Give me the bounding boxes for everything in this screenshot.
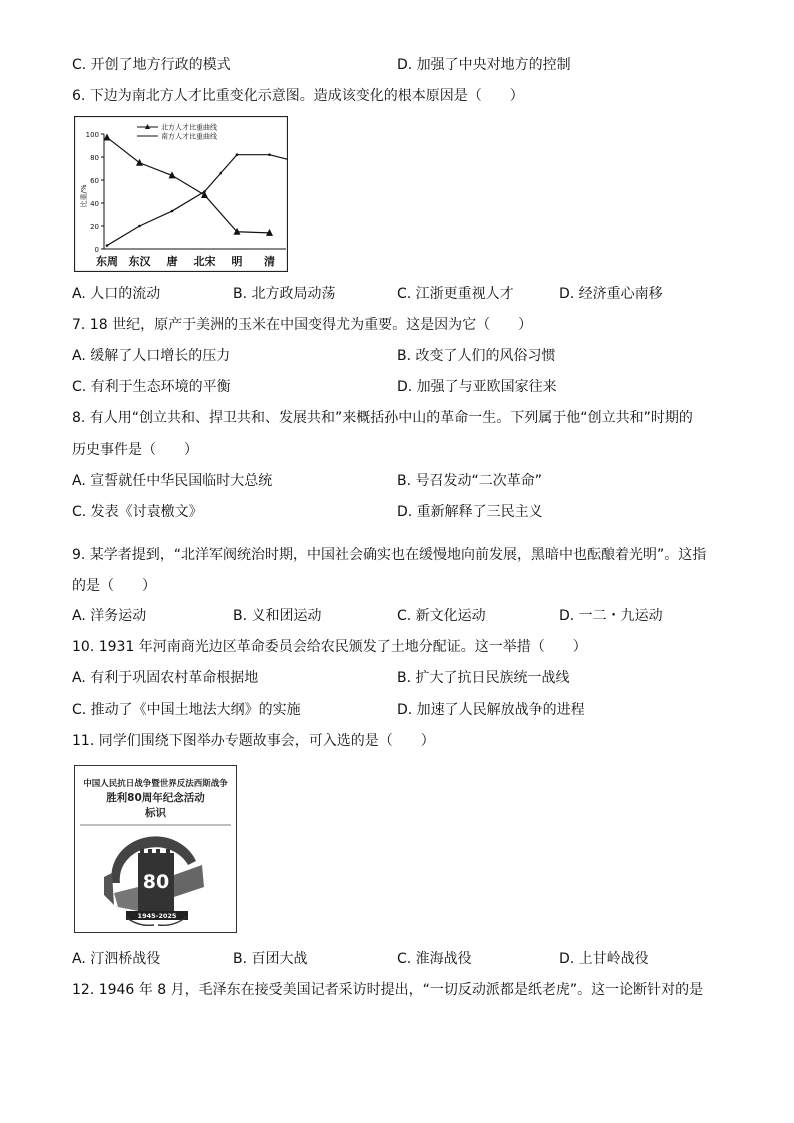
data-point-south <box>236 153 239 156</box>
logo-emblem-number: 80 <box>142 871 170 893</box>
q11-logo-svg <box>74 765 237 933</box>
q10-option-c: C. 推动了《中国土地法大纲》的实施 <box>72 702 301 718</box>
x-tick-label: 清 <box>264 255 275 268</box>
q11-option-a: A. 汀泗桥战役 <box>72 951 161 967</box>
q8-stem-line1: 8. 有人用“创立共和、捍卫共和、发展共和”来概括孙中山的革命一生。下列属于他“创立共和”时期的 <box>72 410 693 426</box>
q9-stem-line2: 的是（ ） <box>72 578 156 594</box>
data-point-south <box>138 225 141 228</box>
q5-option-d: D. 加强了中央对地方的控制 <box>397 57 571 73</box>
q6-chart <box>74 116 288 272</box>
logo-emblem-years: 1945-2025 <box>137 912 177 920</box>
q6-option-a: A. 人口的流动 <box>72 286 161 302</box>
q7-stem: 7. 18 世纪，原产于美洲的玉米在中国变得尤为重要。这是因为它（ ） <box>72 317 533 333</box>
legend-label: 南方人才比重曲线 <box>161 132 217 141</box>
y-tick-label: 60 <box>90 177 99 185</box>
x-tick-label: 唐 <box>166 255 178 268</box>
q8-option-d: D. 重新解释了三民主义 <box>397 504 543 520</box>
q9-option-d: D. 一二・九运动 <box>559 608 663 624</box>
y-axis-label: 比重/% <box>80 184 88 208</box>
q11-logo-image <box>74 765 237 933</box>
q7-option-b: B. 改变了人们的风俗习惯 <box>397 348 556 364</box>
q12-stem: 12. 1946 年 8 月，毛泽东在接受美国记者采访时提出，“一切反动派都是纸老虎”。这一论断针对的是 <box>72 982 704 998</box>
data-point-south <box>203 190 206 193</box>
q8-option-b: B. 号召发动“二次革命” <box>397 473 543 489</box>
y-tick-label: 100 <box>85 131 99 139</box>
data-point-south <box>219 172 222 175</box>
data-point-south <box>268 153 271 156</box>
legend-label: 北方人才比重曲线 <box>161 123 217 132</box>
q6-option-c: C. 江浙更重视人才 <box>397 286 514 302</box>
q11-stem: 11. 同学们围绕下图举办专题故事会，可入选的是（ ） <box>72 733 435 749</box>
logo-title-line3: 标识 <box>145 807 166 819</box>
q6-option-d: D. 经济重心南移 <box>559 286 663 302</box>
q6-option-b: B. 北方政局动荡 <box>233 286 336 302</box>
q10-option-d: D. 加速了人民解放战争的进程 <box>397 702 585 718</box>
y-tick-label: 20 <box>90 223 99 231</box>
q11-option-d: D. 上甘岭战役 <box>559 951 649 967</box>
q8-stem-line2: 历史事件是（ ） <box>72 442 198 458</box>
data-point-south <box>106 244 109 247</box>
x-tick-label: 明 <box>231 255 243 268</box>
q6-chart-svg <box>74 116 288 272</box>
q10-option-b: B. 扩大了抗日民族统一战线 <box>397 670 570 686</box>
data-point-south <box>171 210 174 213</box>
q9-option-c: C. 新文化运动 <box>397 608 486 624</box>
x-tick-label: 东周 <box>96 255 118 268</box>
q11-option-b: B. 百团大战 <box>233 951 308 967</box>
q9-option-b: B. 义和团运动 <box>233 608 322 624</box>
q7-option-d: D. 加强了与亚欧国家往来 <box>397 379 557 395</box>
q8-option-c: C. 发表《讨袁檄文》 <box>72 504 203 520</box>
y-tick-label: 0 <box>94 246 99 254</box>
q11-option-c: C. 淮海战役 <box>397 951 472 967</box>
logo-title-line1: 中国人民抗日战争暨世界反法西斯战争 <box>83 779 228 789</box>
x-tick-label: 东汉 <box>128 255 151 268</box>
q9-stem-line1: 9. 某学者提到，“北洋军阀统治时期，中国社会确实也在缓慢地向前发展，黑暗中也酝酿着光明”。这指 <box>72 547 707 563</box>
q6-stem: 6. 下边为南北方人才比重变化示意图。造成该变化的根本原因是（ ） <box>72 88 524 104</box>
q10-option-a: A. 有利于巩固农村革命根据地 <box>72 670 259 686</box>
q8-option-a: A. 宣誓就任中华民国临时大总统 <box>72 473 273 489</box>
y-tick-label: 40 <box>90 200 99 208</box>
q5-option-c: C. 开创了地方行政的模式 <box>72 57 231 73</box>
logo-title-line2: 胜利80周年纪念活动 <box>106 792 205 804</box>
q10-stem: 10. 1931 年河南商光边区革命委员会给农民颁发了土地分配证。这一举措（ ） <box>72 639 587 655</box>
q7-option-c: C. 有利于生态环境的平衡 <box>72 379 231 395</box>
q7-option-a: A. 缓解了人口增长的压力 <box>72 348 231 364</box>
y-tick-label: 80 <box>90 154 99 162</box>
x-tick-label: 北宋 <box>193 255 216 268</box>
q9-option-a: A. 洋务运动 <box>72 608 147 624</box>
